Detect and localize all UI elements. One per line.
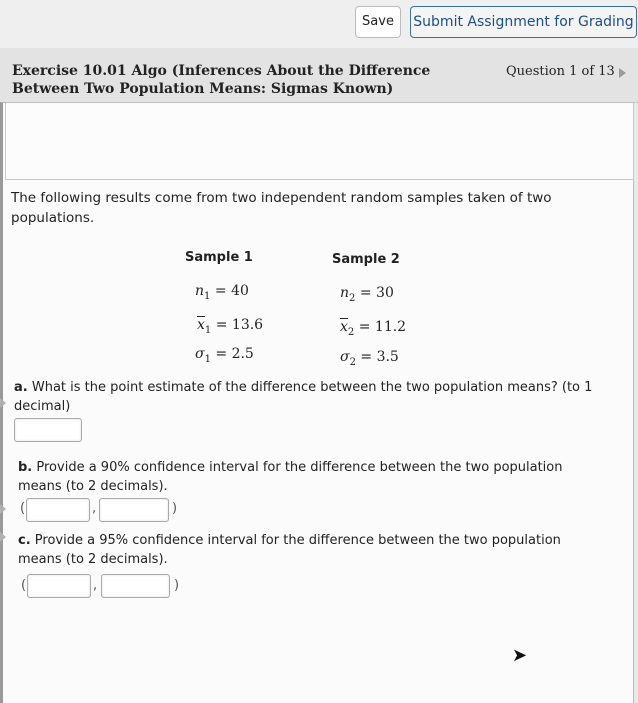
- sample2-sigma: $\sigma_2 = 3.5$: [340, 349, 399, 368]
- interval-b-comma: ,: [92, 501, 97, 516]
- question-a-text: a. What is the point estimate of the difference between the two population means? (to 1 decimal): [14, 380, 593, 414]
- save-button[interactable]: Save: [355, 6, 401, 38]
- sample1-sigma: $\sigma_1 = 2.5$: [195, 346, 254, 365]
- question-header: [0, 48, 638, 103]
- question-counter[interactable]: Question 1 of 13: [506, 64, 615, 79]
- answer-a-input[interactable]: [14, 418, 82, 442]
- interval-b-upper-input[interactable]: [99, 498, 169, 522]
- panel-inner-box: [5, 103, 634, 180]
- submit-assignment-button[interactable]: Submit Assignment for Grading: [410, 6, 637, 38]
- question-b-text: b. Provide a 90% confidence interval for the difference between the two population means (to 2 decimals).: [18, 460, 563, 494]
- exercise-title: Exercise 10.01 Algo (Inferences About the Difference Between Two Population Means: Sigmas Known): [12, 63, 431, 97]
- interval-c-lower-input[interactable]: [27, 574, 91, 598]
- sample1-header: Sample 1: [185, 250, 253, 265]
- interval-c-upper-input[interactable]: [101, 574, 170, 598]
- interval-c-close: ): [174, 578, 180, 593]
- interval-c-comma: ,: [93, 578, 98, 593]
- sample2-mean: $\overline{x}_2 = 11.2$: [340, 319, 407, 338]
- sample1-n: $n_1 = 40$: [195, 283, 249, 302]
- mouse-pointer-icon: ➤: [512, 645, 528, 666]
- left-edge-marker: [0, 504, 6, 514]
- interval-b-lower-input[interactable]: [26, 498, 90, 522]
- interval-c-open: (: [21, 578, 27, 593]
- sample2-header: Sample 2: [332, 252, 400, 267]
- interval-b-open: (: [20, 501, 26, 516]
- top-toolbar: [0, 0, 638, 48]
- sample2-n: $n_2 = 30$: [340, 285, 394, 304]
- sample1-mean: $\overline{x}_1 = 13.6$: [197, 317, 264, 336]
- interval-b-close: ): [172, 501, 178, 516]
- next-question-icon[interactable]: [619, 68, 626, 78]
- left-edge-marker: [0, 532, 6, 542]
- problem-intro: The following results come from two independent random samples taken of two populations.: [11, 190, 552, 226]
- question-c-text: c. Provide a 95% confidence interval for the difference between the two population means (to 2 decimals).: [18, 533, 561, 567]
- left-edge-marker: [0, 398, 6, 408]
